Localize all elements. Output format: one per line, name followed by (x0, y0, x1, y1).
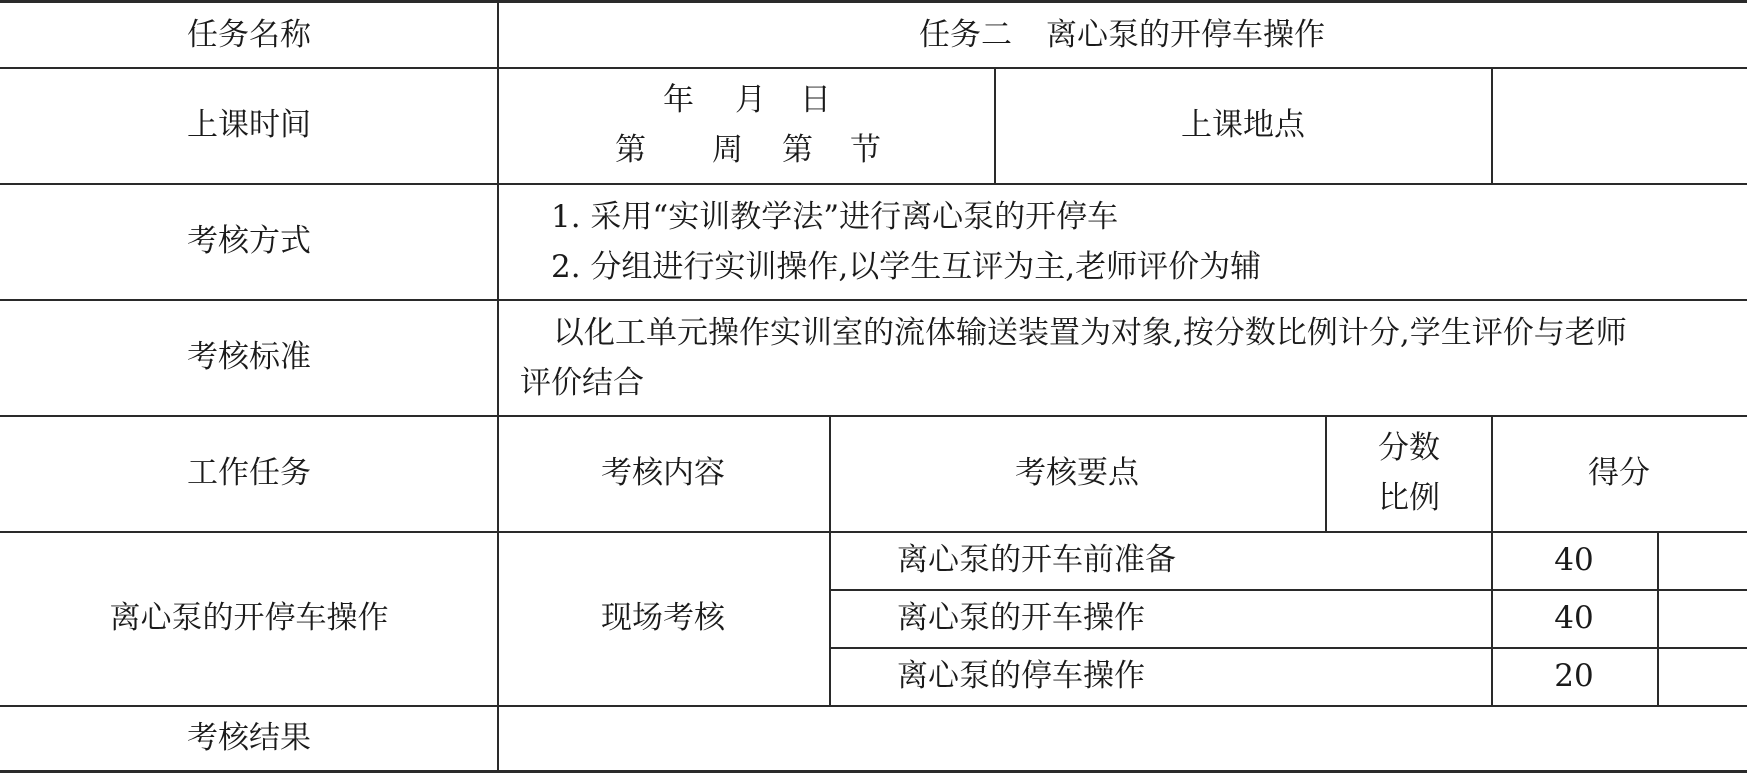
score-header: 得分 (1588, 455, 1650, 491)
score-ratio-value: 40 (1554, 542, 1594, 578)
row-divider (0, 183, 1747, 185)
row-divider (0, 531, 1747, 533)
date-year: 年 (663, 82, 694, 118)
column-divider (1325, 415, 1327, 531)
table-top-border (0, 0, 1747, 3)
assessment-result-label: 考核结果 (187, 720, 311, 756)
column-divider (994, 67, 996, 183)
column-divider (1491, 67, 1493, 183)
column-divider (1491, 415, 1493, 705)
assessment-point-item: 离心泵的停车操作 (897, 658, 1145, 694)
date-month: 月 (735, 82, 766, 118)
assessment-point-item: 离心泵的开车操作 (897, 600, 1145, 636)
score-ratio-header-line2: 比例 (1378, 480, 1440, 516)
assessment-method-label: 考核方式 (187, 223, 311, 259)
method-item-1: 1. 采用“实训教学法”进行离心泵的开停车 (551, 199, 1119, 235)
task-title: 离心泵的开停车操作 (1046, 17, 1325, 53)
score-ratio-value: 20 (1554, 658, 1594, 694)
column-divider (497, 0, 499, 773)
column-divider (829, 415, 831, 705)
section-prefix: 第 (782, 132, 813, 168)
table-bottom-border (0, 770, 1747, 773)
section-label: 节 (850, 132, 881, 168)
week-prefix: 第 (615, 132, 646, 168)
task-number: 任务二 (919, 17, 1012, 53)
assessment-points-header: 考核要点 (1015, 455, 1139, 491)
score-ratio-header-line1: 分数 (1378, 430, 1440, 466)
column-divider (1657, 531, 1659, 705)
score-ratio-value: 40 (1554, 600, 1594, 636)
assessment-content-value: 现场考核 (601, 600, 725, 636)
row-divider (829, 647, 1747, 649)
row-divider (0, 415, 1747, 417)
work-task-header: 工作任务 (187, 455, 311, 491)
date-day: 日 (800, 82, 831, 118)
week-label: 周 (712, 132, 743, 168)
task-name-value (919, 15, 1325, 55)
standard-line-2: 评价结合 (520, 365, 644, 401)
row-divider (0, 67, 1747, 69)
method-item-2: 2. 分组进行实训操作,以学生互评为主,老师评价为辅 (551, 249, 1262, 285)
class-location-label: 上课地点 (1181, 107, 1305, 143)
row-divider (0, 299, 1747, 301)
assessment-standard-label: 考核标准 (187, 339, 311, 375)
assessment-point-item: 离心泵的开车前准备 (897, 542, 1176, 578)
row-divider (829, 589, 1747, 591)
work-task-value: 离心泵的开停车操作 (109, 600, 389, 636)
class-time-label: 上课时间 (187, 107, 311, 143)
row-divider (0, 705, 1747, 707)
task-name-label: 任务名称 (187, 17, 311, 53)
assessment-content-header: 考核内容 (601, 455, 725, 491)
standard-line-1: 以化工单元操作实训室的流体输送装置为对象,按分数比例计分,学生评价与老师 (553, 315, 1627, 351)
